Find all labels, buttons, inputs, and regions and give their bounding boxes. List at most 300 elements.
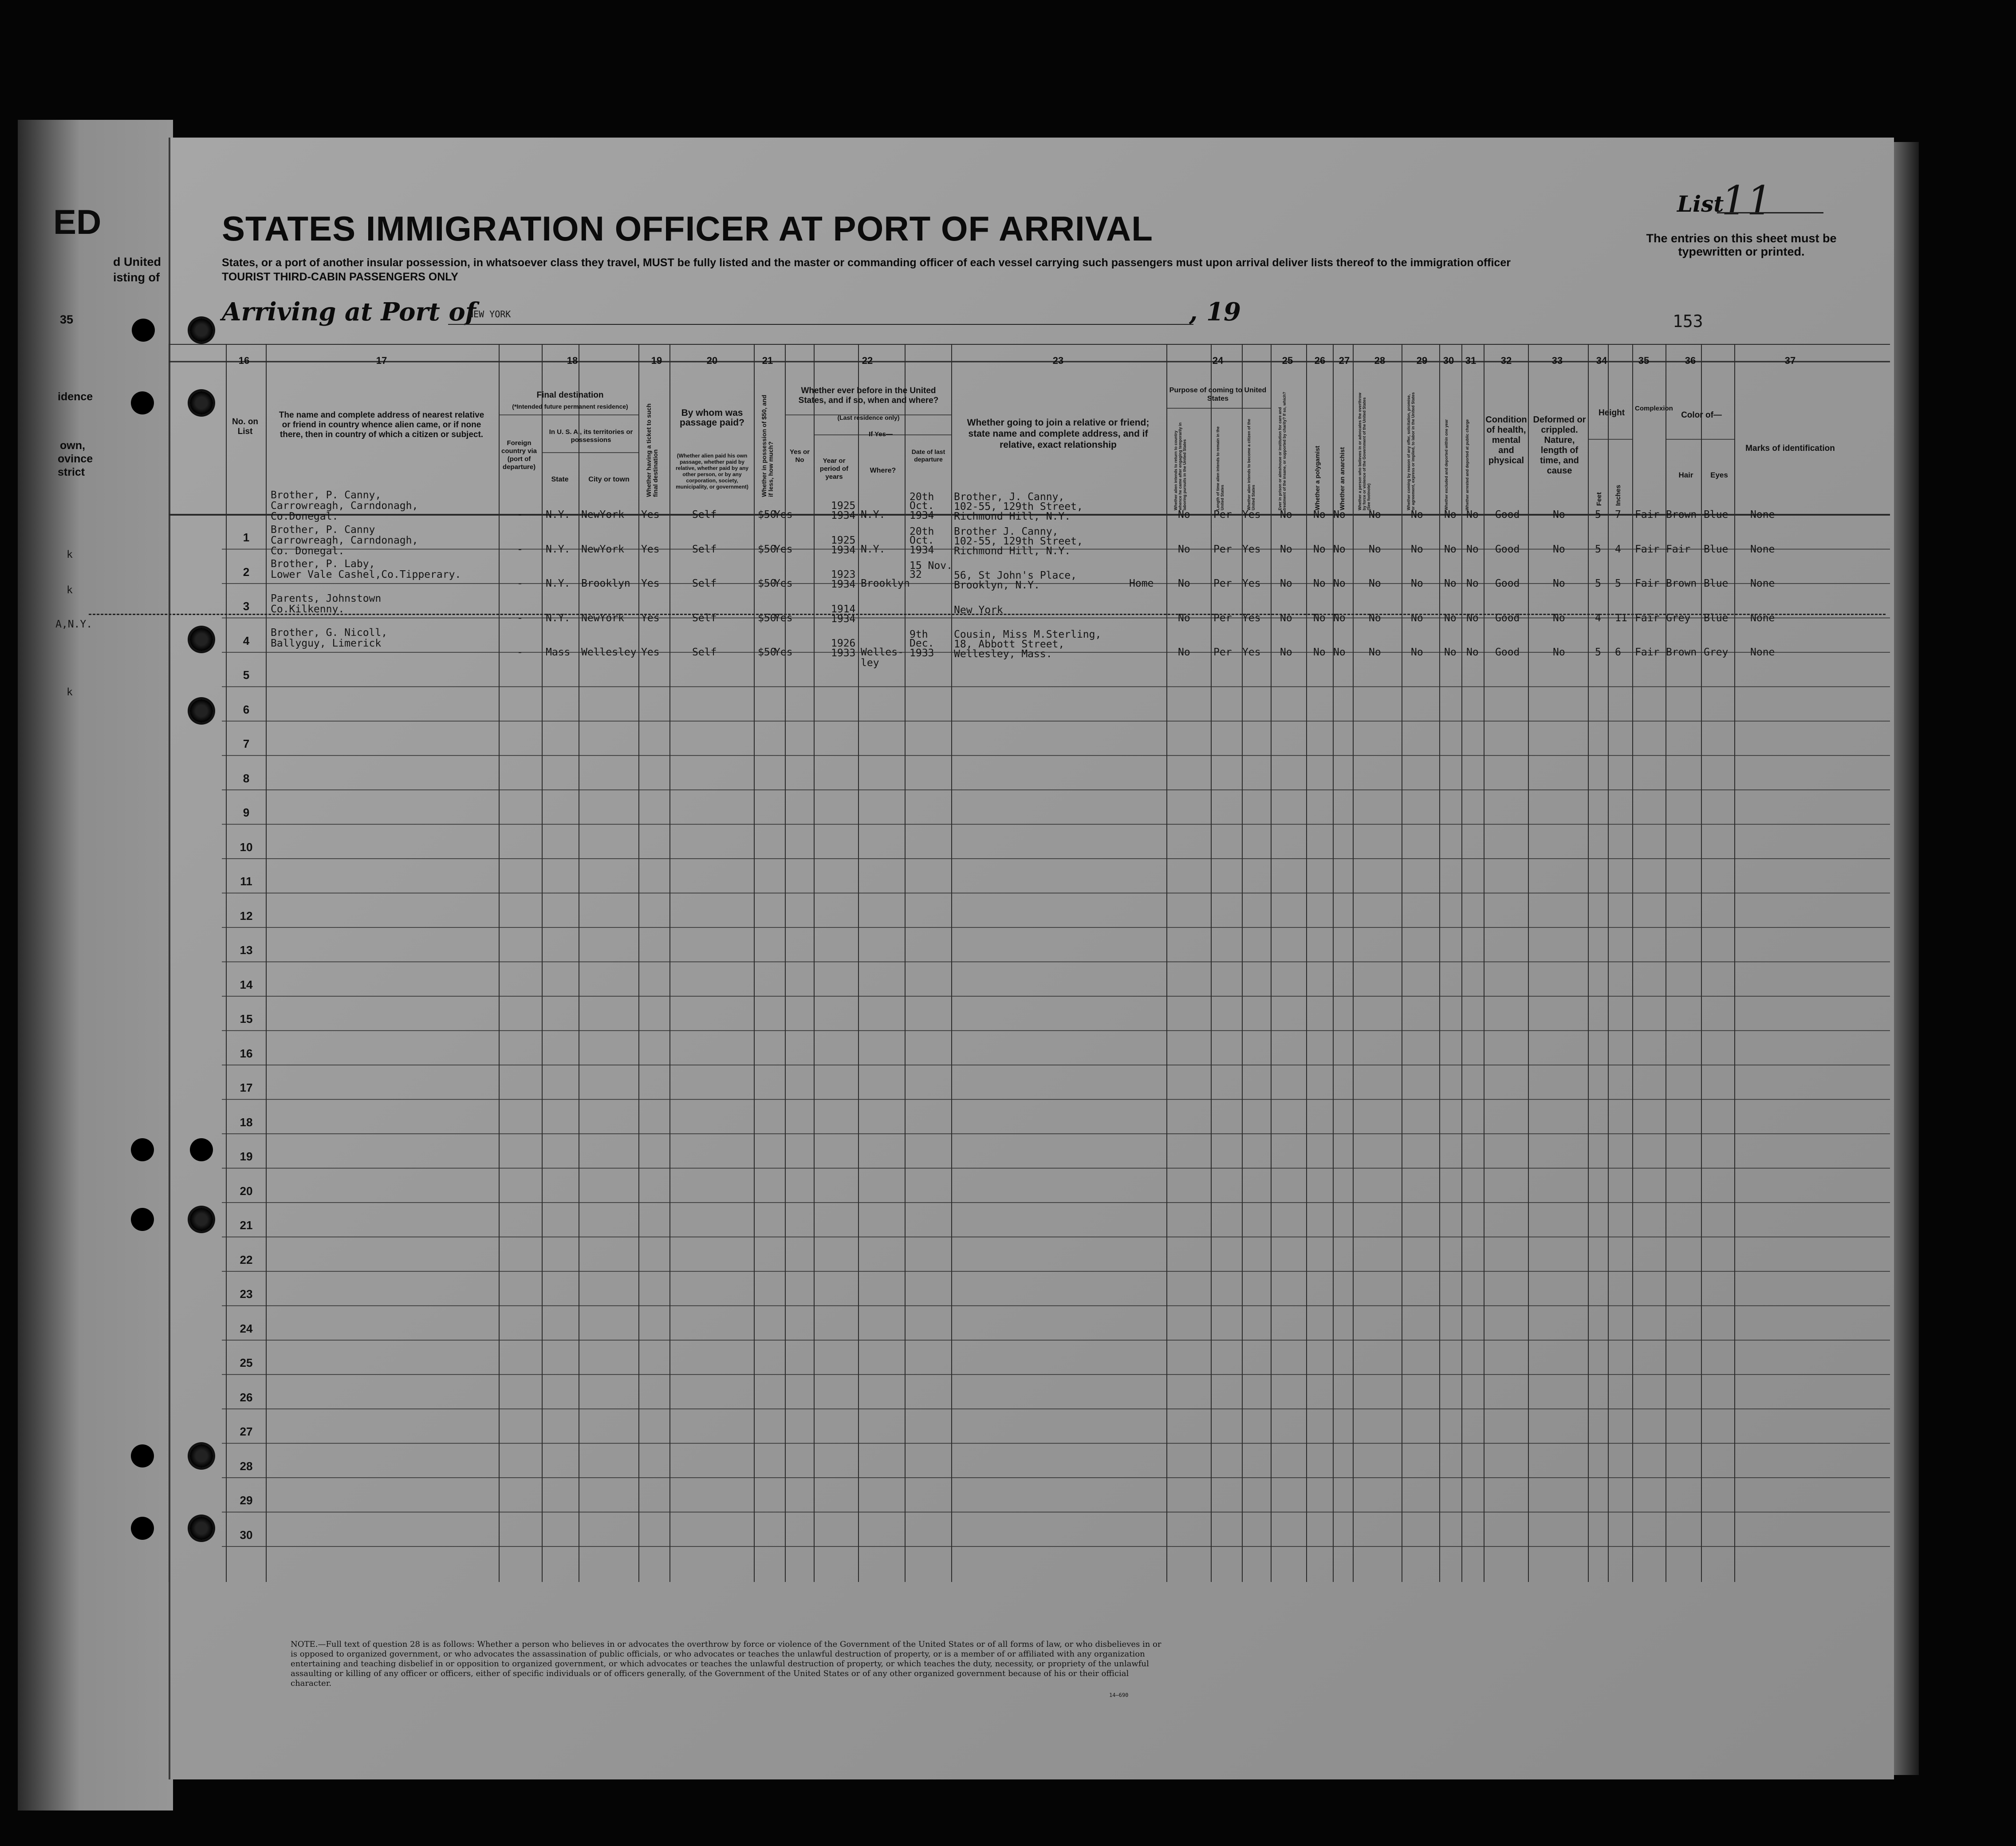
header-ticket: Whether having a ticket to such final destination [645, 403, 659, 497]
departure-date: 1934 [910, 544, 934, 556]
strike-line [89, 614, 1886, 615]
height-feet: 5 [1595, 578, 1601, 589]
column-number: 22 [862, 355, 873, 366]
identification-marks: None [1750, 543, 1775, 555]
hair-color: Brown [1666, 647, 1697, 658]
height-feet: 4 [1595, 612, 1601, 624]
row-number: 22 [240, 1253, 253, 1266]
destination-state: N.Y. [546, 578, 571, 589]
join-relative-line: Brother J. Canny, [954, 525, 1059, 537]
departure-date: 32 [910, 569, 922, 580]
header-height: Height [1598, 408, 1625, 418]
eye-color: Blue [1704, 543, 1729, 555]
hair-color: Grey [1666, 612, 1691, 624]
row-number: 9 [243, 806, 250, 819]
left-page-text: d United [113, 255, 161, 268]
year-entry: 1925 [831, 534, 856, 546]
prison-answer: No [1280, 578, 1292, 589]
header-no-on-list: No. on List [232, 417, 259, 436]
height-feet: 5 [1595, 509, 1601, 521]
row-number: 11 [240, 875, 252, 888]
header-final-destination: Final destination [536, 390, 604, 400]
row-number: 27 [240, 1425, 253, 1438]
header-join-relative: Whether going to join a relative or friend; state name and complete address, and if relative, exact relationship [967, 418, 1150, 450]
height-feet: 5 [1595, 543, 1601, 555]
year-entry: 1914 [831, 603, 856, 615]
column-number: 33 [1551, 355, 1563, 366]
arrested-answer: No [1466, 647, 1479, 658]
header-inches: Inches [1614, 485, 1622, 506]
form-number: 14—690 [1109, 1692, 1129, 1698]
passage-paid-by: Self [692, 543, 717, 555]
passage-paid-by: Self [692, 509, 717, 521]
year-entry: 1925 [831, 500, 856, 512]
relative-line: Co.Donegal. [271, 511, 339, 522]
column-number: 17 [376, 355, 387, 366]
year-entry: 1923 [831, 569, 856, 580]
relative-line: Parents, Johnstown [271, 592, 382, 604]
complexion-value: Fair [1635, 509, 1660, 521]
height-inches: 11 [1615, 612, 1627, 624]
money-amount: $50 [758, 543, 776, 555]
hair-color: Brown [1666, 578, 1697, 589]
destination-state: N.Y. [546, 612, 571, 624]
eye-color: Grey [1704, 647, 1729, 658]
footnote: NOTE.—Full text of question 28 is as follows: Whether a person who believes in or advocates the overthrow by force or violence of the Government of the United States or of all forms of law, or who disbelieves in or is opposed to organized government, or who advocates the assassination of public officials, or who advocates or teaches the unlawful destruction of property, or is a member of or affiliated with any organization entertaining and teaching disbelief in or opposition to organized government, or which advocates or teaches the unlawful destruction of property, or which teaches the duty, necessity, or propriety of the unlawful assaulting or killing of any officer or officers, either of specific individuals or of officers generally, of the Government of the United States or of any other organized government because of his or their official character. [291, 1640, 1162, 1688]
health-condition: Good [1495, 612, 1520, 624]
header-anarchist: Whether an anarchist [1339, 447, 1346, 510]
page-number: 153 [1673, 312, 1703, 331]
header-purpose-return: Whether alien intends to return to country whence he came after engaging temporarily in laboring pursuits in the United States [1173, 422, 1187, 510]
overthrow-answer: No [1369, 612, 1381, 624]
departure-date: 1934 [910, 510, 934, 521]
ticket-answer: Yes [641, 543, 660, 555]
destination-city: Brooklyn [581, 578, 630, 589]
join-relative-line: Richmond Hill, N.Y. [954, 511, 1071, 522]
relative-line: Brother, P. Canny, [271, 489, 382, 501]
column-number: 25 [1282, 355, 1293, 366]
complexion-value: Fair [1635, 647, 1660, 658]
departure-date: 9th [910, 629, 928, 640]
health-condition: Good [1495, 647, 1520, 658]
excluded-answer: No [1444, 647, 1457, 658]
year-entry: 1934 [831, 544, 856, 556]
row-number: 18 [240, 1115, 253, 1129]
column-number: 30 [1443, 355, 1454, 366]
row-number: 26 [240, 1390, 253, 1404]
arrested-answer: No [1466, 509, 1479, 521]
header-marks: Marks of identification [1745, 444, 1835, 453]
row-number: 25 [240, 1356, 253, 1369]
ticket-answer: Yes [641, 509, 660, 521]
row-number: 5 [243, 668, 250, 682]
row-number: 16 [240, 1046, 253, 1060]
header-arrested-deported: Whether arrested and deported at public charge [1465, 419, 1469, 510]
arrested-answer: No [1466, 612, 1479, 624]
purpose-citizen: Yes [1242, 509, 1261, 521]
identification-marks: None [1750, 612, 1775, 624]
row-number: 2 [243, 565, 250, 579]
column-number: 34 [1596, 355, 1607, 366]
deformed-answer: No [1553, 543, 1565, 555]
left-page-text: strict [58, 466, 85, 478]
departure-date: 20th [910, 491, 934, 503]
excluded-answer: No [1444, 543, 1457, 555]
row-number: 30 [240, 1528, 253, 1542]
row-number: 21 [240, 1219, 253, 1232]
destination-city: NewYork [581, 612, 624, 624]
ever-before-answer: Yes [774, 509, 793, 521]
complexion-value: Fair [1635, 612, 1660, 624]
row-number: 1 [243, 531, 250, 544]
destination-state: Mass [546, 647, 571, 658]
excluded-answer: No [1444, 578, 1457, 589]
header-final-destination-sub: (*Intended future permanent residence) [512, 403, 628, 410]
prison-answer: No [1280, 509, 1292, 521]
anarchist-answer: No [1333, 543, 1346, 555]
header-ever-before: Whether ever before in the United States, and if so, when and where? [798, 386, 939, 405]
join-relative-line: Wellesley, Mass. [954, 648, 1052, 660]
row-number: 7 [243, 737, 250, 750]
destination-city: Wellesley [581, 647, 637, 658]
header-possession-50: Whether in possession of $50, and if less, how much? [760, 394, 774, 497]
overthrow-answer: No [1369, 509, 1381, 521]
foreign-country: - [517, 509, 523, 521]
purpose-citizen: Yes [1242, 543, 1261, 555]
header-nearest-relative: The name and complete address of nearest relative or friend in country whence alien came, or if none there, then in country of which a citizen or subject. [279, 410, 484, 439]
header-yes-or-no: Yes or No [789, 448, 810, 464]
health-condition: Good [1495, 543, 1520, 555]
join-relative-line: Brother, J. Canny, [954, 491, 1065, 503]
column-number: 35 [1638, 355, 1650, 366]
header-last-residence: (Last residence only) [837, 414, 900, 421]
eye-color: Blue [1704, 578, 1729, 589]
purpose-return: No [1178, 612, 1190, 624]
port-value: NEW YORK [468, 309, 511, 320]
year-entry: 1934 [831, 510, 856, 521]
page-edge [1892, 142, 1919, 1775]
row-number: 17 [240, 1081, 253, 1094]
year-prefix: , 19 [1189, 297, 1241, 327]
join-relative-line: Home [1129, 578, 1154, 589]
column-number: 24 [1212, 355, 1224, 366]
height-inches: 5 [1615, 578, 1621, 589]
left-page-text: A,N.Y. [55, 619, 93, 630]
header-labor-offer: Whether coming by reason of any offer, solicitation, promise, or agreement, express or implied, to labor in the United States [1406, 392, 1415, 510]
join-relative-line: 102-55, 129th Street, [954, 535, 1083, 547]
column-number: 29 [1416, 355, 1428, 366]
column-number: 32 [1500, 355, 1512, 366]
punch-hole [131, 1208, 154, 1231]
left-page-text: k [67, 584, 73, 596]
excluded-answer: No [1444, 509, 1457, 521]
header-year-period: Year or period of years [819, 457, 849, 481]
anarchist-answer: No [1333, 612, 1346, 624]
list-line [1717, 212, 1823, 213]
deformed-answer: No [1553, 612, 1565, 624]
eye-color: Blue [1704, 612, 1729, 624]
foreign-country: - [517, 543, 523, 555]
row-number: 3 [243, 600, 250, 613]
relative-line: Lower Vale Cashel,Co.Tipperary. [271, 569, 461, 580]
header-feet: Feet [1595, 492, 1603, 506]
punch-hole [131, 1138, 154, 1161]
port-field [448, 309, 905, 325]
punch-hole [131, 1517, 154, 1540]
destination-city: NewYork [581, 509, 624, 521]
destination-state: N.Y. [546, 509, 571, 521]
passage-paid-by: Self [692, 647, 717, 658]
overthrow-answer: No [1369, 578, 1381, 589]
relative-line: Co. Donegal. [271, 545, 345, 557]
money-amount: $50 [758, 647, 776, 658]
column-number: 16 [238, 355, 250, 366]
health-condition: Good [1495, 578, 1520, 589]
polygamist-answer: No [1313, 647, 1326, 658]
purpose-return: No [1178, 509, 1190, 521]
left-page-title-fragment: ED [53, 202, 102, 241]
destination-city: NewYork [581, 543, 624, 555]
column-number: 20 [706, 355, 718, 366]
row-number: 13 [240, 943, 253, 957]
polygamist-answer: No [1313, 509, 1326, 521]
foreign-country: - [517, 578, 523, 589]
row-number: 12 [240, 909, 253, 923]
column-number: 28 [1374, 355, 1386, 366]
identification-marks: None [1750, 578, 1775, 589]
arrested-answer: No [1466, 578, 1479, 589]
ticket-answer: Yes [641, 578, 660, 589]
hair-color: Fair [1666, 543, 1691, 555]
header-purpose-citizen: Whether alien intends to become a citizen of the United States [1247, 418, 1256, 510]
year-entry: 1933 [831, 647, 856, 659]
destination-state: N.Y. [546, 543, 571, 555]
header-by-whom: By whom was passage paid? [680, 408, 744, 428]
left-page-text: k [67, 549, 73, 560]
punch-hole [131, 1444, 154, 1467]
overthrow-answer: No [1369, 647, 1381, 658]
purpose-length: Per [1213, 612, 1232, 624]
labor-offer-answer: No [1411, 647, 1423, 658]
ticket-answer: Yes [641, 647, 660, 658]
relative-line: Brother, G. Nicoll, [271, 627, 388, 639]
left-page-fragment [18, 120, 173, 1810]
eye-color: Blue [1704, 509, 1729, 521]
left-page-text: k [67, 686, 73, 698]
money-amount: $50 [758, 509, 776, 521]
ever-before-answer: Yes [774, 612, 793, 624]
purpose-length: Per [1213, 509, 1232, 521]
header-polygamist: Whether a polygamist [1314, 446, 1321, 510]
column-number: 23 [1052, 355, 1064, 366]
ever-before-answer: Yes [774, 578, 793, 589]
relative-line: Brother, P. Laby, [271, 558, 375, 570]
where-entry: Welles- [861, 647, 904, 658]
row-number: 14 [240, 978, 253, 991]
departure-date: 20th [910, 525, 934, 537]
purpose-return: No [1178, 647, 1190, 658]
departure-date: Oct. [910, 500, 934, 512]
header-purpose: Purpose of coming to United States [1169, 387, 1267, 402]
deformed-answer: No [1553, 647, 1565, 658]
header-hair: Hair [1678, 471, 1693, 479]
relative-line: Brother, P. Canny [271, 524, 375, 536]
relative-line: Carrowreagh, Carndonagh, [271, 534, 418, 546]
purpose-return: No [1178, 543, 1190, 555]
deformed-answer: No [1553, 509, 1565, 521]
year-entry: 1934 [831, 613, 856, 625]
ticket-answer: Yes [641, 612, 660, 624]
column-number: 18 [567, 355, 578, 366]
tourist-line: TOURIST THIRD-CABIN PASSENGERS ONLY [222, 271, 458, 283]
left-page-text: ovince [58, 453, 93, 465]
where-entry: ley [861, 657, 879, 669]
join-relative-line: Cousin, Miss M.Sterling, [954, 629, 1102, 640]
header-in-usa: In U. S. A., its territories or possessions [549, 428, 633, 444]
row-number: 15 [240, 1012, 253, 1026]
excluded-answer: No [1444, 612, 1457, 624]
prison-answer: No [1280, 647, 1292, 658]
passage-paid-by: Self [692, 612, 717, 624]
purpose-length: Per [1213, 578, 1232, 589]
instructions-line: States, or a port of another insular possession, in whatsoever class they travel, MUST be fully listed and the master or commanding officer of each vessel carrying such passengers must upon arrival deliver lists thereof to the immigration officer [222, 256, 1511, 269]
row-number: 6 [243, 702, 250, 716]
row-number: 29 [240, 1494, 253, 1507]
where-entry: N.Y. [861, 509, 886, 521]
column-number: 37 [1784, 355, 1796, 366]
header-city: City or town [588, 476, 630, 483]
column-number: 19 [651, 355, 662, 366]
labor-offer-answer: No [1411, 543, 1423, 555]
prison-answer: No [1280, 543, 1292, 555]
complexion-value: Fair [1635, 578, 1660, 589]
header-if-yes: If Yes— [869, 430, 893, 438]
arrested-answer: No [1466, 543, 1479, 555]
row-number: 24 [240, 1321, 253, 1335]
deformed-answer: No [1553, 578, 1565, 589]
anarchist-answer: No [1333, 509, 1346, 521]
header-where: Where? [870, 467, 896, 474]
column-number: 31 [1465, 355, 1477, 366]
punch-hole [132, 319, 155, 342]
join-relative-line: 18, Abbott Street, [954, 639, 1065, 650]
relative-line: Carrowreagh, Carndonagh, [271, 500, 418, 512]
polygamist-answer: No [1313, 612, 1326, 624]
anarchist-answer: No [1333, 578, 1346, 589]
join-relative-line: 56, St John's Place, [954, 570, 1077, 581]
join-relative-line: New York [954, 604, 1003, 616]
foreign-country: - [517, 612, 523, 624]
left-page-text: own, [60, 439, 85, 452]
header-date-departure: Date of last departure [911, 448, 945, 463]
where-entry: N.Y. [861, 543, 886, 555]
list-number-handwritten: 11 [1721, 178, 1772, 224]
complexion-value: Fair [1635, 543, 1660, 555]
row-number: 20 [240, 1184, 253, 1198]
labor-offer-answer: No [1411, 612, 1423, 624]
list-label: List [1677, 191, 1724, 217]
money-amount: $50 [758, 578, 776, 589]
column-number: 27 [1339, 355, 1350, 366]
purpose-citizen: Yes [1242, 647, 1261, 658]
header-excluded-deported: Whether excluded and deported within one year [1444, 419, 1449, 510]
row-number: 19 [240, 1150, 253, 1163]
height-inches: 4 [1615, 543, 1621, 555]
foreign-country: - [517, 647, 523, 658]
labor-offer-answer: No [1411, 578, 1423, 589]
header-foreign-country: Foreign country via (port of departure) [501, 439, 537, 471]
header-overthrow: Whether a person who believes in or advocates the overthrow by force or violence of the Government of the United States (See footnote) [1358, 392, 1371, 510]
row-number: 4 [243, 634, 250, 647]
polygamist-answer: No [1313, 578, 1326, 589]
relative-line: Ballyguy, Limerick [271, 638, 382, 649]
identification-marks: None [1750, 509, 1775, 521]
row-number: 23 [240, 1287, 253, 1301]
purpose-citizen: Yes [1242, 578, 1261, 589]
punch-hole [131, 391, 154, 414]
departure-date: Oct. [910, 534, 934, 546]
header-condition: Condition of health, mental and physical [1485, 415, 1527, 465]
purpose-citizen: Yes [1242, 612, 1261, 624]
page-title: STATES IMMIGRATION OFFICER AT PORT OF ARRIVAL [222, 209, 1153, 248]
header-state: State [551, 476, 569, 483]
header-complexion: Complexion [1635, 405, 1673, 412]
left-page-text: 35 [60, 313, 74, 326]
header-color-of: Color of— [1681, 410, 1722, 420]
where-entry: Brooklyn [861, 578, 910, 589]
height-inches: 6 [1615, 647, 1621, 658]
typewritten-instruction: The entries on this sheet must be typewritten or printed. [1646, 232, 1837, 258]
prison-answer: No [1280, 612, 1292, 624]
date-field [905, 309, 1193, 325]
join-relative-line: Richmond Hill, N.Y. [954, 545, 1071, 557]
ever-before-answer: Yes [774, 543, 793, 555]
hair-color: Brown [1666, 509, 1697, 521]
departure-date: 15 Nov. [910, 560, 953, 572]
year-entry: 1926 [831, 638, 856, 649]
column-number: 36 [1685, 355, 1696, 366]
arriving-label: Arriving at Port of [222, 297, 476, 327]
purpose-return: No [1178, 578, 1190, 589]
join-relative-line: 102-55, 129th Street, [954, 501, 1083, 513]
height-inches: 7 [1615, 509, 1621, 521]
passage-paid-by: Self [692, 578, 717, 589]
departure-date: 1933 [910, 647, 934, 659]
left-page-text: isting of [113, 271, 160, 284]
column-number: 26 [1314, 355, 1326, 366]
header-prison: Ever in prison or almshouse or institution for care and treatment of the insane, or supported by charity? If so, which? [1278, 391, 1287, 510]
row-number: 28 [240, 1459, 253, 1473]
overthrow-answer: No [1369, 543, 1381, 555]
departure-date: Dec. [910, 638, 934, 649]
health-condition: Good [1495, 509, 1520, 521]
header-by-whom-sub: (Whether alien paid his own passage, whether paid by relative, whether paid by any other person, or by any corporation, society, municipality, or government) [675, 453, 749, 490]
header-eyes: Eyes [1710, 471, 1728, 479]
money-amount: $50 [758, 612, 776, 624]
identification-marks: None [1750, 647, 1775, 658]
punch-hole [190, 319, 213, 342]
height-feet: 5 [1595, 647, 1601, 658]
join-relative-line: Brooklyn, N.Y. [954, 580, 1040, 591]
header-purpose-length: Length of time alien intends to remain in the United States [1216, 426, 1225, 510]
row-number: 8 [243, 771, 250, 785]
row-number: 10 [240, 840, 253, 854]
purpose-length: Per [1213, 647, 1232, 658]
column-number: 21 [762, 355, 773, 366]
ever-before-answer: Yes [774, 647, 793, 658]
header-deformed: Deformed or crippled. Nature, length of time, and cause [1533, 415, 1586, 476]
purpose-length: Per [1213, 543, 1232, 555]
